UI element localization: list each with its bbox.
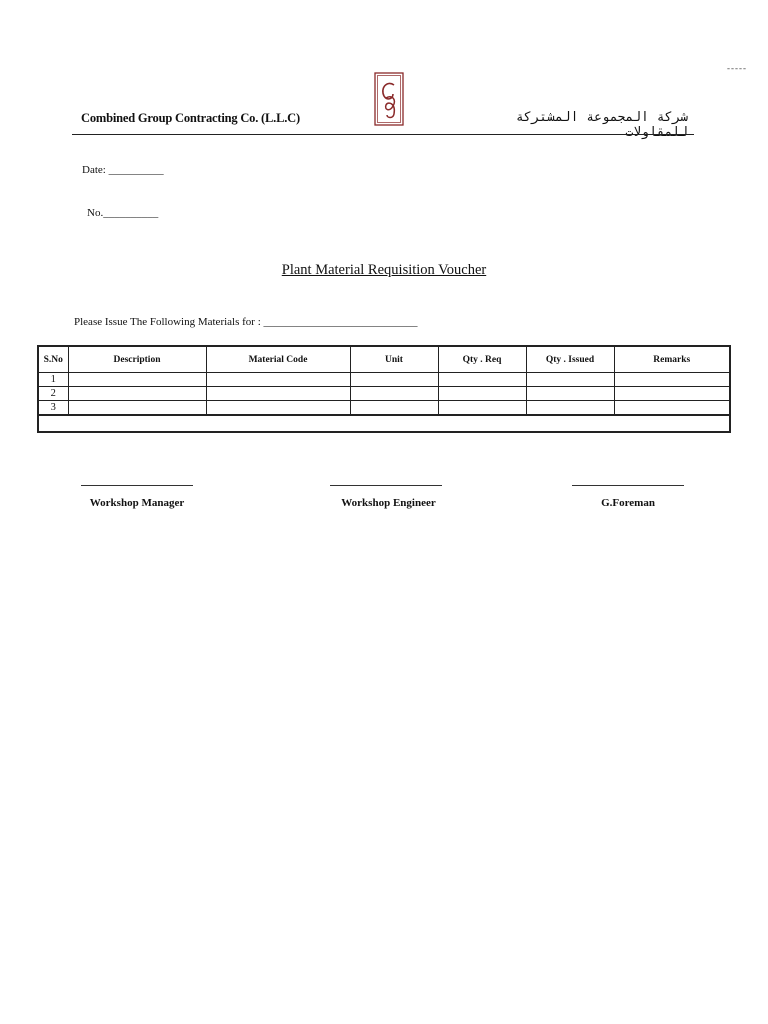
unit-cell[interactable] xyxy=(350,401,438,416)
material-code-cell[interactable] xyxy=(206,387,350,401)
materials-table xyxy=(37,345,731,433)
column-header-unit: Unit xyxy=(350,346,438,373)
company-name-arabic: شركة المجموعة المشتركة للمقاولات xyxy=(515,110,688,140)
company-name-english: Combined Group Contracting Co. (L.L.C) xyxy=(81,111,300,125)
signature-label-workshop-engineer: Workshop Engineer xyxy=(341,497,436,509)
table-header-row xyxy=(38,346,730,373)
description-cell[interactable] xyxy=(68,373,206,387)
header-divider xyxy=(72,134,694,135)
row-number: 2 xyxy=(38,387,68,401)
signature-line-workshop-engineer[interactable] xyxy=(330,485,442,486)
table-footer-row xyxy=(38,415,730,432)
column-header-qty-req: Qty . Req xyxy=(438,346,526,373)
company-logo xyxy=(374,72,404,126)
row-number: 1 xyxy=(38,373,68,387)
number-field[interactable]: No.__________ xyxy=(87,207,159,219)
row-number: 3 xyxy=(38,401,68,416)
material-code-cell[interactable] xyxy=(206,401,350,416)
table-row xyxy=(38,401,730,416)
unit-cell[interactable] xyxy=(350,387,438,401)
column-header-material-code: Material Code xyxy=(206,346,350,373)
remarks-cell[interactable] xyxy=(614,401,730,416)
signature-line-foreman[interactable] xyxy=(572,485,684,486)
qty-issued-cell[interactable] xyxy=(526,387,614,401)
unit-cell[interactable] xyxy=(350,373,438,387)
qty-issued-cell[interactable] xyxy=(526,401,614,416)
description-cell[interactable] xyxy=(68,401,206,416)
corner-mark: ----- xyxy=(727,63,747,73)
column-header-remarks: Remarks xyxy=(614,346,730,373)
qty-issued-cell[interactable] xyxy=(526,373,614,387)
remarks-cell[interactable] xyxy=(614,373,730,387)
table-row xyxy=(38,373,730,387)
qty-req-cell[interactable] xyxy=(438,401,526,416)
qty-req-cell[interactable] xyxy=(438,387,526,401)
column-header-sno: S.No xyxy=(38,346,68,373)
signature-label-foreman: G.Foreman xyxy=(601,497,655,509)
form-title xyxy=(0,262,768,279)
table-footer-cell xyxy=(38,415,730,432)
table-row xyxy=(38,387,730,401)
signature-line-workshop-manager[interactable] xyxy=(81,485,193,486)
remarks-cell[interactable] xyxy=(614,387,730,401)
date-field[interactable]: Date: __________ xyxy=(82,164,164,176)
form-title-text: Plant Material Requisition Voucher xyxy=(281,262,487,278)
description-cell[interactable] xyxy=(68,387,206,401)
material-code-cell[interactable] xyxy=(206,373,350,387)
issue-for-field[interactable]: Please Issue The Following Materials for : ____________________________ xyxy=(74,316,418,328)
signature-label-workshop-manager: Workshop Manager xyxy=(89,497,185,509)
qty-req-cell[interactable] xyxy=(438,373,526,387)
column-header-description: Description xyxy=(68,346,206,373)
column-header-qty-issued: Qty . Issued xyxy=(526,346,614,373)
